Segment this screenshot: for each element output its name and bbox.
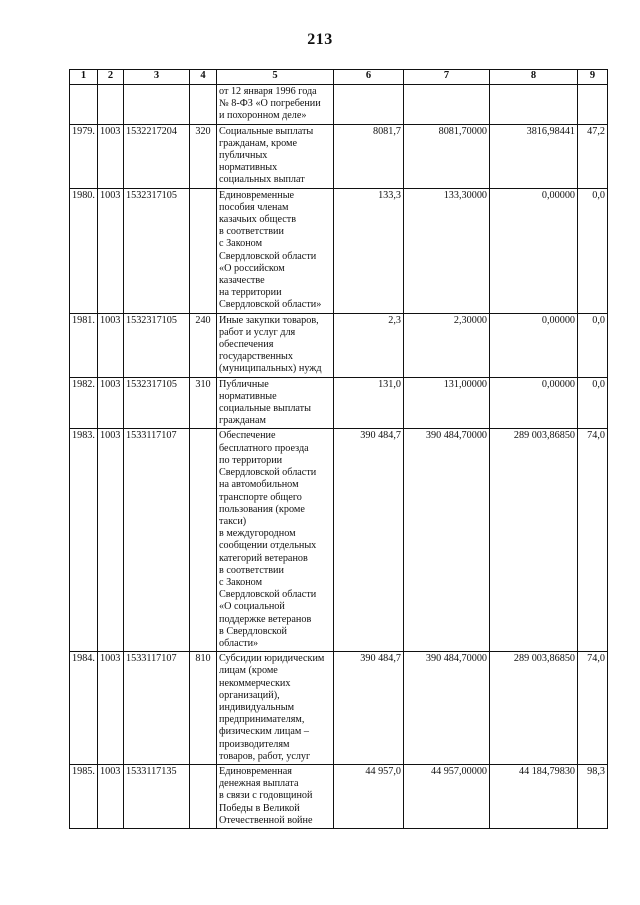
row-number: 1985. (70, 764, 98, 828)
item-name: Субсидии юридическим лицам (кроме некоммерческих организаций), индивидуальным предпринимателям, физическим лицам – производителям товаров, работ, услуг (217, 652, 334, 765)
table-body (70, 85, 608, 829)
planned-amount (334, 85, 404, 125)
planned-amount-precise (404, 85, 490, 125)
item-name: Обеспечение бесплатного проезда по территории Свердловской области на автомобильном транспорте общего пользования (кроме такси) в междугородном сообщении отдельных категорий ветеранов в соответствии с Законом Свердловской области «О социальной поддержке ветеранов в Свердловской области» (217, 429, 334, 652)
section-code: 1003 (98, 652, 124, 765)
table-row (70, 652, 608, 765)
planned-amount-precise: 44 957,00000 (404, 764, 490, 828)
actual-amount: 44 184,79830 (490, 764, 578, 828)
planned-amount: 2,3 (334, 313, 404, 377)
section-code: 1003 (98, 313, 124, 377)
planned-amount-precise: 133,30000 (404, 188, 490, 313)
expense-type: 320 (190, 124, 217, 188)
actual-amount: 3816,98441 (490, 124, 578, 188)
planned-amount-precise: 2,30000 (404, 313, 490, 377)
col-header-8: 8 (490, 70, 578, 85)
item-name: от 12 января 1996 года № 8-ФЗ «О погребении и похоронном деле» (217, 85, 334, 125)
execution-percent: 0,0 (578, 313, 608, 377)
actual-amount: 289 003,86850 (490, 429, 578, 652)
execution-percent: 0,0 (578, 377, 608, 429)
planned-amount: 390 484,7 (334, 429, 404, 652)
col-header-4: 4 (190, 70, 217, 85)
target-code: 1532317105 (124, 188, 190, 313)
actual-amount: 0,00000 (490, 313, 578, 377)
header-row (70, 70, 608, 85)
table-row (70, 188, 608, 313)
planned-amount: 8081,7 (334, 124, 404, 188)
col-header-7: 7 (404, 70, 490, 85)
planned-amount-precise: 131,00000 (404, 377, 490, 429)
row-number: 1983. (70, 429, 98, 652)
target-code: 1532317105 (124, 313, 190, 377)
item-name: Иные закупки товаров, работ и услуг для обеспечения государственных (муниципальных) нужд (217, 313, 334, 377)
col-header-5: 5 (217, 70, 334, 85)
actual-amount: 0,00000 (490, 377, 578, 429)
section-code: 1003 (98, 429, 124, 652)
row-number: 1981. (70, 313, 98, 377)
table-row (70, 377, 608, 429)
col-header-9: 9 (578, 70, 608, 85)
planned-amount-precise: 390 484,70000 (404, 652, 490, 765)
expense-type (190, 429, 217, 652)
planned-amount: 131,0 (334, 377, 404, 429)
row-number: 1982. (70, 377, 98, 429)
col-header-2: 2 (98, 70, 124, 85)
expense-type (190, 188, 217, 313)
row-number (70, 85, 98, 125)
page-number: 213 (307, 31, 333, 48)
row-number: 1984. (70, 652, 98, 765)
actual-amount: 0,00000 (490, 188, 578, 313)
execution-percent: 74,0 (578, 429, 608, 652)
item-name: Социальные выплаты гражданам, кроме публичных нормативных социальных выплат (217, 124, 334, 188)
planned-amount: 390 484,7 (334, 652, 404, 765)
section-code: 1003 (98, 124, 124, 188)
expense-type (190, 85, 217, 125)
item-name: Единовременная денежная выплата в связи с годовщиной Победы в Великой Отечественной войне (217, 764, 334, 828)
table-row (70, 429, 608, 652)
expense-type: 810 (190, 652, 217, 765)
section-code: 1003 (98, 764, 124, 828)
table-row (70, 313, 608, 377)
table-row (70, 764, 608, 828)
planned-amount: 44 957,0 (334, 764, 404, 828)
section-code (98, 85, 124, 125)
row-number: 1980. (70, 188, 98, 313)
section-code: 1003 (98, 188, 124, 313)
expense-type: 310 (190, 377, 217, 429)
actual-amount (490, 85, 578, 125)
row-number: 1979. (70, 124, 98, 188)
execution-percent: 0,0 (578, 188, 608, 313)
target-code (124, 85, 190, 125)
target-code: 1532217204 (124, 124, 190, 188)
target-code: 1533117107 (124, 652, 190, 765)
expense-type (190, 764, 217, 828)
budget-table (69, 69, 608, 829)
target-code: 1533117135 (124, 764, 190, 828)
table-row (70, 85, 608, 125)
target-code: 1532317105 (124, 377, 190, 429)
item-name: Единовременные пособия членам казачьих обществ в соответствии с Законом Свердловской области «О российском казачестве на территории Свердловской области» (217, 188, 334, 313)
section-code: 1003 (98, 377, 124, 429)
table-row (70, 124, 608, 188)
col-header-6: 6 (334, 70, 404, 85)
planned-amount: 133,3 (334, 188, 404, 313)
actual-amount: 289 003,86850 (490, 652, 578, 765)
item-name: Публичные нормативные социальные выплаты гражданам (217, 377, 334, 429)
col-header-1: 1 (70, 70, 98, 85)
execution-percent (578, 85, 608, 125)
planned-amount-precise: 8081,70000 (404, 124, 490, 188)
execution-percent: 98,3 (578, 764, 608, 828)
target-code: 1533117107 (124, 429, 190, 652)
planned-amount-precise: 390 484,70000 (404, 429, 490, 652)
expense-type: 240 (190, 313, 217, 377)
execution-percent: 74,0 (578, 652, 608, 765)
col-header-3: 3 (124, 70, 190, 85)
execution-percent: 47,2 (578, 124, 608, 188)
